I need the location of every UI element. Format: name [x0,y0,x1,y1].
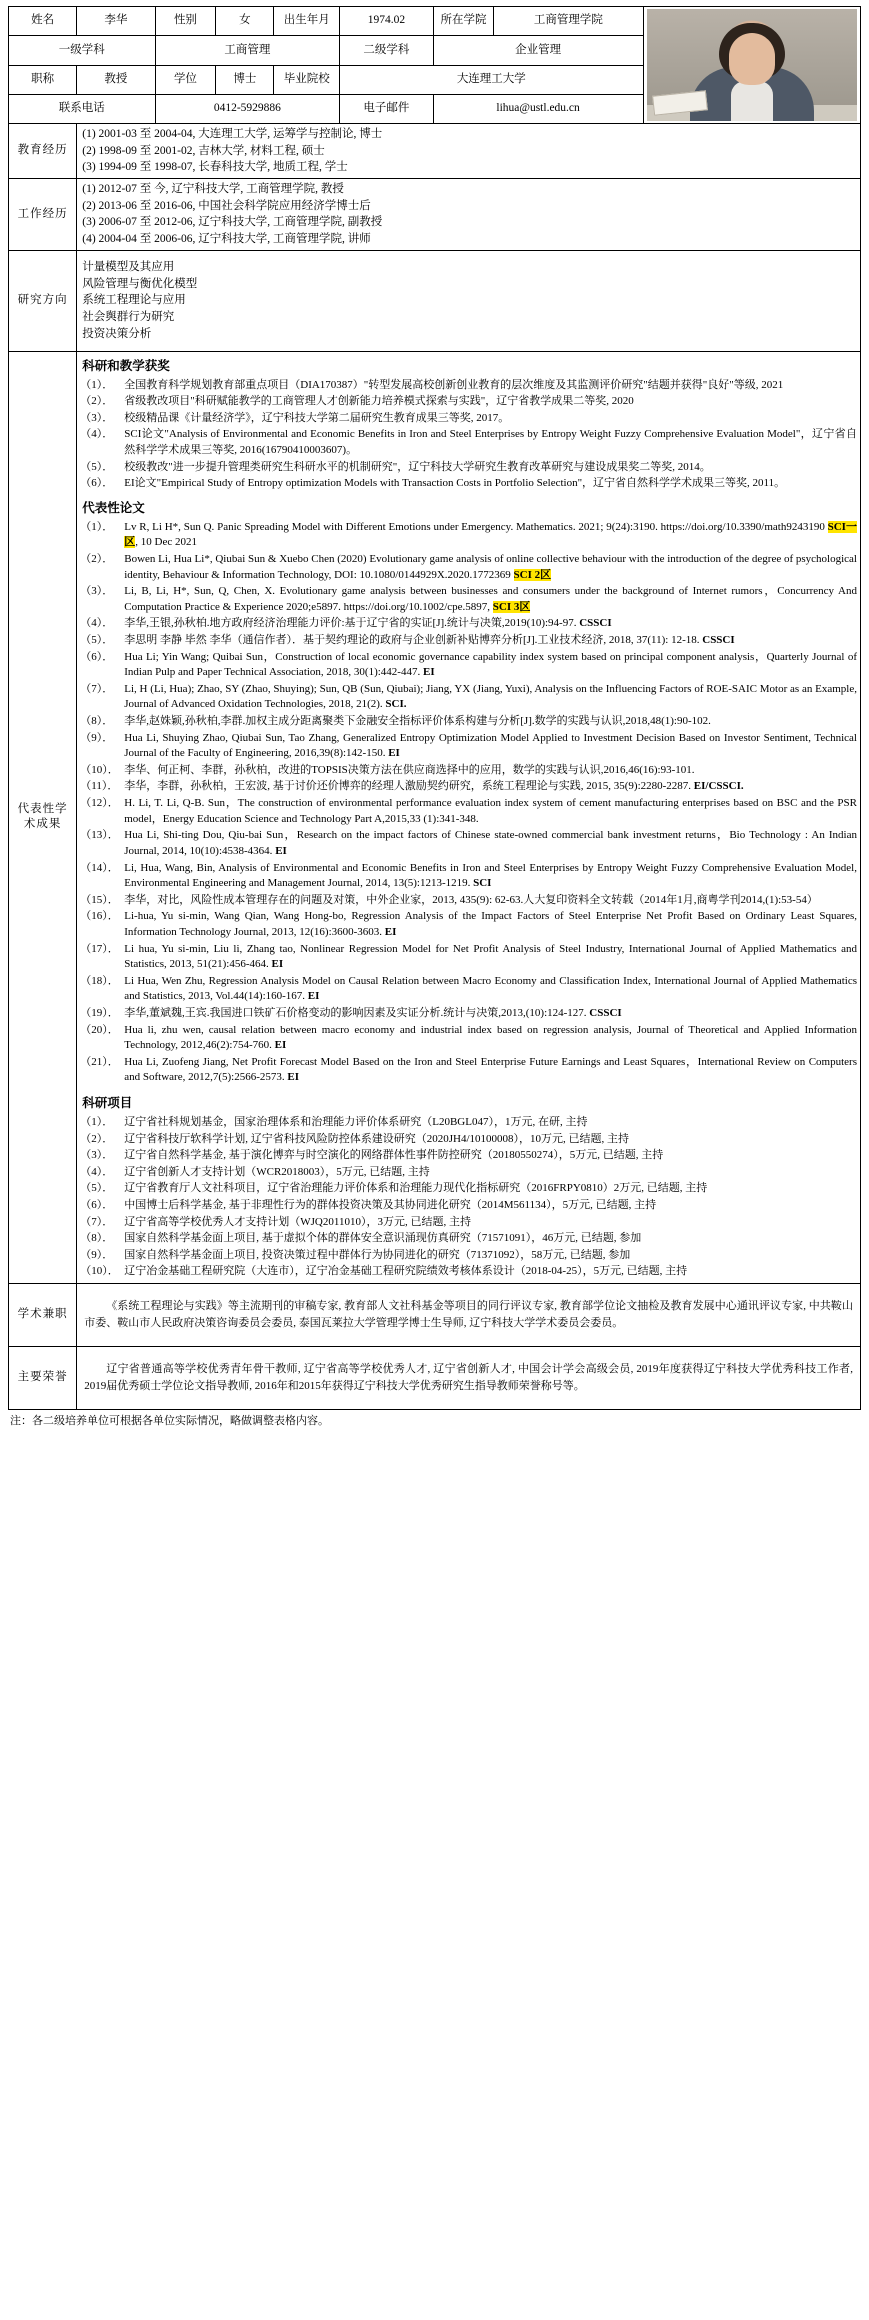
paper-text [124,861,857,892]
paper-citation: Hua Li, Shuying Zhao, Qiubai Sun, Tao Zhang, Generalized Entropy Optimization Model Applied to Investment Decision Based on Investor Sentiment, Technical Journal of the Faculty of Engineering, 2016,39(8):142-150. [124,731,857,760]
project-item [80,1115,857,1131]
paper-text [124,942,857,973]
project-num: （7）． [80,1215,114,1228]
achievements-content [77,351,861,1283]
paper-item [80,552,857,583]
paper-text [124,616,857,632]
value-birth: 1974.02 [340,7,434,36]
portrait-image [647,9,858,121]
row-honors [9,1347,861,1410]
papers-title: 代表性论文 [82,500,145,515]
paper-citation: Li, B, Li, H*, Sun, Q, Chen, X. Evolutionary game analysis between businesses and consumers under the background of Internet rumors，Concurrency And Computation Practice & Experience 2020;e5897. https://doi.org/10.1002/cpe.5897, [124,585,857,613]
paper-index-tag: EI [275,844,287,857]
education-list [80,126,857,176]
paper-num: （2）． [80,552,114,565]
project-text: 国家自然科学基金面上项目, 基于虚拟个体的群体安全意识涌现仿真研究（71571091），46万元, 已结题, 参加 [124,1232,642,1245]
award-num: （1）． [80,378,114,391]
paper-num: （10）． [80,763,119,776]
row-work [9,179,861,251]
project-item [80,1215,857,1231]
value-first-discipline: 工商管理 [155,36,340,65]
paper-index-tag: EI [422,666,435,679]
paper-item [80,1055,857,1086]
paper-text [124,633,857,649]
paper-citation: Hua Li; Yin Wang; Quibai Sun，Construction of local economic governance capability index system based on principal component analysis，Quarterly Journal of Indian Pulp and Paper Technical Association, 2018, 30(1):442-447. [124,650,857,679]
work-item: (1) 2012-07 至 今, 辽宁科技大学, 工商管理学院, 教授 [82,183,344,196]
label-second-discipline: 二级学科 [340,36,434,65]
paper-item [80,796,857,827]
paper-item [80,714,857,730]
paper-num: （13）． [80,829,119,842]
paper-text [124,731,857,762]
paper-index-tag: EI [388,747,400,760]
paper-index-tag: EI [287,1071,300,1084]
footnote: 注：各二级培养单位可根据各单位实际情况，略做调整表格内容。 [10,1415,329,1428]
paper-text [124,1006,857,1022]
label-degree: 学位 [155,65,216,94]
photo-face [729,33,775,85]
paper-num: （19）． [80,1007,119,1019]
award-num: （4）． [80,428,114,441]
projects-list [80,1115,857,1280]
paper-num: （3）． [80,585,114,598]
label-gender: 性别 [155,7,216,36]
project-item [80,1248,857,1264]
paper-text [124,1055,857,1086]
paper-num: （9）． [80,731,114,744]
paper-citation: Li, H (Li, Hua); Zhao, SY (Zhao, Shuying); Sun, QB (Sun, Qiubai); Jiang, YX (Jiang, Yuxi), Analysis on the Influencing Factors of ROE-SAIC Motor as an Example, Journal of Advanced Oxidation Technologies, 2018, 21(2). [124,682,857,711]
paper-text [124,974,857,1005]
award-text: 校级教改"进一步提升管理类研究生科研水平的机制研究"，辽宁科技大学研究生教育改革研究与建设成果奖二等奖, 2014。 [124,460,711,473]
paper-num: （11）． [80,780,119,793]
paper-item [80,828,857,859]
research-direction-list [80,259,857,342]
project-text: 辽宁省科技厅软科学计划, 辽宁省科技风险防控体系建设研究（2020JH4/10100008），10万元, 已结题, 主持 [124,1132,630,1145]
paper-item [80,633,857,649]
project-item [80,1264,857,1280]
education-content [77,124,861,179]
paper-num: （15）． [80,893,119,906]
award-text: SCI论文"Analysis of Environmental and Economic Benefits in Iron and Steel Enterprises by Entropy Weight Fuzzy Comprehensive Evaluation Model"，辽宁省自然科学学术成果三等奖, 2016(16790410003607)。 [124,428,857,457]
paper-num: （16）． [80,910,119,923]
education-item: (3) 1994-09 至 1998-07, 长春科技大学, 地质工程, 学士 [82,161,348,174]
paper-item [80,893,857,909]
paper-index-tag: SCI 3区 [492,600,531,613]
project-text: 辽宁省教育厅人文社科项目，辽宁省治理能力评价体系和治理能力现代化指标研究（2016FRPY0810）2万元, 已结题, 主持 [124,1182,708,1195]
project-item [80,1165,857,1181]
paper-citation: Bowen Li, Hua Li*, Qiubai Sun & Xuebo Chen (2020) Evolutionary game analysis of online collective behaviour with the introduction of the degree of psychological identity, Behaviour & Information Technology, DOI: 10.1080/0144929X.2020.1772369 [124,552,857,581]
paper-index-tag: SCI 2区 [513,568,552,581]
project-num: （4）． [80,1165,114,1178]
award-item [80,476,857,492]
paper-num: （21）． [80,1055,119,1068]
value-name: 李华 [77,7,155,36]
paper-item [80,731,857,762]
row-education [9,124,861,179]
awards-title: 科研和教学获奖 [82,358,170,373]
paper-index-tag: SCI. [385,698,407,711]
honors-content [77,1347,861,1410]
paper-index-tag: EI [274,1039,287,1052]
project-text: 国家自然科学基金面上项目, 投资决策过程中群体行为协同进化的研究（71371092），58万元, 已结题, 参加 [124,1248,631,1261]
paper-text [124,909,857,940]
label-education: 教育经历 [9,124,77,179]
value-gender: 女 [216,7,274,36]
label-email: 电子邮件 [340,94,434,123]
paper-citation: 李思明 李静 毕然 李华（通信作者）．基于契约理论的政府与企业创新补贴博弈分析[J].工业技术经济, 2018, 37(11): 12-18. [124,633,703,646]
label-first-discipline: 一级学科 [9,36,156,65]
label-college: 所在学院 [433,7,494,36]
research-direction-item: 社会舆群行为研究 [82,311,175,324]
education-item: (1) 2001-03 至 2004-04, 大连理工大学, 运筹学与控制论, 博士 [82,128,383,140]
paper-num: （14）． [80,861,119,874]
row-research-direction [9,250,861,351]
award-text: EI论文"Empirical Study of Entropy optimization Models with Transaction Costs in Portfolio Selection"，辽宁省自然科学学术成果三等奖, 2011。 [124,477,786,490]
project-item [80,1181,857,1197]
project-text: 辽宁省社科规划基金，国家治理体系和治理能力评价体系研究（L20BGL047），1万元, 在研, 主持 [124,1115,588,1128]
work-content [77,179,861,251]
part-time-text: 《系统工程理论与实践》等主流期刊的审稿专家, 教育部人文社科基金等项目的同行评议专家, 教育部学位论文抽检及教育发展中心通讯评议专家, 中共鞍山市委、鞍山市人民政府决策咨询委员会委员, 泰国瓦莱拉大学管理学博士生导师, 辽宁科技大学学术委员会委员。 [84,1299,853,1330]
value-email: lihua@ustl.edu.cn [433,94,643,123]
research-direction-item: 系统工程理论与应用 [82,294,186,307]
paper-citation: Lv R, Li H*, Sun Q. Panic Spreading Model with Different Emotions under Emergency. Mathematics. 2021; 9(24):3190. https://doi.org/10.3390/math9243190 [124,520,828,533]
value-title: 教授 [77,65,155,94]
label-title: 职称 [9,65,77,94]
paper-num: （17）． [80,942,119,955]
award-num: （6）． [80,477,114,490]
paper-text: 李华，对比，风险性成本管理存在的问题及对策，中外企业家，2013, 435(9): 62-63.人大复印资料全文转载（2014年1月,商粤学刊2014,(1):53-54） [124,893,818,906]
row-achievements [9,351,861,1283]
work-list [80,181,857,248]
paper-index-tag: CSSCI [589,1007,622,1019]
paper-index-tag: EI [271,958,284,971]
value-grad-school: 大连理工大学 [340,65,643,94]
project-item [80,1148,857,1164]
award-num: （3）． [80,411,114,424]
paper-citation: Hua li, zhu wen, causal relation between macro economy and industrial index based on regression analysis, Journal of Theoretical and Applied Information Technology, 2012,46(2):754-760. [124,1023,857,1052]
work-item: (2) 2013-06 至 2016-06, 中国社会科学院应用经济学博士后 [82,199,371,212]
paper-item [80,909,857,940]
paper-text [124,650,857,681]
paper-index-tag: SCI [473,877,492,890]
award-num: （2）． [80,395,114,408]
value-degree: 博士 [216,65,274,94]
paper-item [80,1006,857,1022]
education-item: (2) 1998-09 至 2001-02, 吉林大学, 材料工程, 硕士 [82,144,325,157]
research-direction-item: 投资决策分析 [82,327,152,340]
paper-num: （8）． [80,715,114,728]
label-research-direction: 研究方向 [9,250,77,351]
awards-list [80,378,857,492]
project-num: （3）． [80,1149,114,1162]
label-birth: 出生年月 [274,7,340,36]
honors-text: 辽宁省普通高等学校优秀青年骨干教师, 辽宁省高等学校优秀人才, 辽宁省创新人才, 中国会计学会高级会员, 2019年度获得辽宁科技大学优秀科技工作者, 2019届优秀硕士学位论文指导教师, 2016年和2015年获得辽宁科技大学优秀研究生指导教师荣誉称号等。 [84,1362,853,1393]
project-num: （9）． [80,1248,114,1261]
paper-item [80,650,857,681]
paper-text: 李华,赵姝颖,孙秋柏,李群.加权主成分距离聚类下金融安全指标评价体系构建与分析[J].数学的实践与认识,2018,48(1):90-102. [124,715,711,728]
paper-citation: Li Hua, Wen Zhu, Regression Analysis Model on Causal Relation between Macro Economy and Classification Index, International Journal of Applied Mathematics and Statistics, 2013, Vol.44(14):160-167. [124,974,857,1003]
paper-text [124,552,857,583]
paper-text [124,779,857,795]
award-item [80,411,857,427]
project-text: 中国博士后科学基金, 基于非理性行为的群体投资决策及其协同进化研究（2014M561134），5万元, 已结题, 主持 [124,1198,657,1211]
project-item [80,1198,857,1214]
paper-num: （7）． [80,682,114,695]
value-phone: 0412-5929886 [155,94,340,123]
paper-index-tag: EI/CSSCI. [693,780,744,793]
paper-item [80,616,857,632]
paper-item [80,861,857,892]
part-time-content [77,1284,861,1347]
paper-citation: Li-hua, Yu si-min, Wang Qian, Wang Hong-bo, Regression Analysis of the Impact Factors of Steel Enterprise Net Profit Based on Ordinary Least Squares, Information Technology Journal, 2013, 12(16):3600-3603. [124,910,857,938]
paper-text [124,828,857,859]
work-item: (4) 2004-04 至 2006-06, 辽宁科技大学, 工商管理学院, 讲师 [82,233,371,246]
label-honors: 主要荣誉 [9,1347,77,1410]
project-text: 辽宁冶金基础工程研究院（大连市），辽宁冶金基础工程研究院绩效考核体系设计（2018-04-25），5万元, 已结题, 主持 [124,1265,688,1278]
paper-citation: Hua Li, Zuofeng Jiang, Net Profit Forecast Model Based on the Iron and Steel Enterprise Future Earnings and Least Squares，International Review on Computers and Software, 2012,7(5):2566-2573. [124,1055,857,1084]
paper-citation: Li, Hua, Wang, Bin, Analysis of Environmental and Economic Benefits in Iron and Steel Enterprises by Entropy Weight Fuzzy Comprehensive Evaluation Model, Environmental Engineering and Management Journal, 2014, 13(5):1213-1219. [124,861,857,890]
label-achievements: 代表性学术成果 [9,351,77,1283]
paper-text [124,1023,857,1054]
project-num: （6）． [80,1198,114,1211]
award-text: 省级教改项目"科研赋能教学的工商管理人才创新能力培养模式探索与实践"，辽宁省教学成果二等奖, 2020 [124,395,634,408]
paper-date: , 10 Dec 2021 [135,536,197,549]
paper-item [80,682,857,713]
paper-citation: 李华，李群，孙秋柏，王宏波, 基于讨价还价博弈的经理人激励契约研究，系统工程理论与实践, 2015, 35(9):2280-2287. [124,780,694,793]
paper-text [124,584,857,615]
paper-num: （5）． [80,633,114,646]
label-work: 工作经历 [9,179,77,251]
value-college: 工商管理学院 [494,7,643,36]
research-direction-item: 计量模型及其应用 [82,261,175,274]
paper-citation: Hua Li, Shi-ting Dou, Qiu-bai Sun，Research on the impact factors of Chinese state-owned commercial bank investment returns，Bio Technology : An Indian Journal, 2014, 10(10):4538-4364. [124,829,857,857]
label-part-time: 学术兼职 [9,1284,77,1347]
paper-num: （4）． [80,617,114,630]
row-part-time [9,1284,861,1347]
paper-item [80,974,857,1005]
paper-num: （12）． [80,797,119,810]
portrait-photo [643,7,861,124]
project-num: （1）． [80,1115,114,1128]
project-text: 辽宁省创新人才支持计划（WCR2018003），5万元, 已结题, 主持 [124,1165,430,1178]
paper-item [80,584,857,615]
label-grad-school: 毕业院校 [274,65,340,94]
cv-table [8,6,861,1410]
paper-citation: 李华,董斌魏,王宾.我国进口铁矿石价格变动的影响因素及实证分析.统计与决策,2013,(10):124-127. [124,1007,590,1019]
paper-index-tag: EI [384,925,397,938]
paper-index-tag: CSSCI [579,617,612,630]
award-item [80,460,857,476]
project-text: 辽宁省自然科学基金, 基于演化博弈与时空演化的网络群体性事件防控研究（20180550274），5万元, 已结题, 主持 [124,1149,664,1162]
papers-list [80,520,857,1086]
paper-index-tag: EI [307,990,320,1003]
research-direction-content [77,250,861,351]
paper-text: 李华、何正柯、李群，孙秋柏，改进的TOPSIS决策方法在供应商选择中的应用，数学的实践与认识,2016,46(16):93-101. [124,763,695,776]
project-text: 辽宁省高等学校优秀人才支持计划（WJQ2011010），3万元, 已结题, 主持 [124,1215,471,1228]
award-item [80,378,857,394]
project-num: （2）． [80,1132,114,1145]
paper-num: （20）． [80,1023,119,1036]
paper-citation: 李华,王银,孙秋柏.地方政府经济治理能力评价:基于辽宁省的实证[J].统计与决策,2019(10):94-97. [124,617,580,630]
project-item [80,1132,857,1148]
row-basic-1 [9,7,861,36]
award-item [80,394,857,410]
paper-num: （6）． [80,650,114,663]
label-name: 姓名 [9,7,77,36]
award-text: 全国教育科学规划教育部重点项目（DIA170387）"转型发展高校创新创业教育的层次维度及其监测评价研究"结题并获得"良好"等级, 2021 [124,378,784,391]
award-num: （5）． [80,460,114,473]
paper-text [124,520,857,551]
paper-citation: Li hua, Yu si-min, Liu li, Zhang tao, Nonlinear Regression Model for Net Profit Analysis of Steel Industry, International Journal of Applied Mathematics and Statistics, 2013, 51(21):456-464. [124,942,857,971]
paper-item [80,942,857,973]
award-item [80,427,857,458]
award-text: 校级精品课《计量经济学》，辽宁科技大学第二届研究生教育成果三等奖, 2017。 [124,411,510,424]
paper-index-tag: SCI一区 [124,520,858,549]
paper-text [124,682,857,713]
project-num: （8）． [80,1232,114,1245]
project-num: （5）． [80,1182,114,1195]
paper-item [80,520,857,551]
project-num: （10）． [80,1265,119,1278]
paper-index-tag: CSSCI [702,633,735,646]
paper-item [80,779,857,795]
paper-item [80,763,857,779]
project-item [80,1231,857,1247]
paper-num: （1）． [80,520,114,533]
paper-item [80,1023,857,1054]
label-phone: 联系电话 [9,94,156,123]
work-item: (3) 2006-07 至 2012-06, 辽宁科技大学, 工商管理学院, 副教授 [82,216,383,229]
research-direction-item: 风险管理与衡优化模型 [82,277,198,290]
paper-text: H. Li, T. Li, Q-B. Sun，The construction of environmental performance evaluation index system of cement manufacturing enterprises based on BSC and the PSR model，Energy Education Science and Technology Part A,2015,33 (1):341-348. [124,797,857,825]
paper-num: （18）． [80,974,119,987]
projects-title: 科研项目 [82,1096,133,1111]
photo-shirt [731,81,773,121]
value-second-discipline: 企业管理 [433,36,643,65]
